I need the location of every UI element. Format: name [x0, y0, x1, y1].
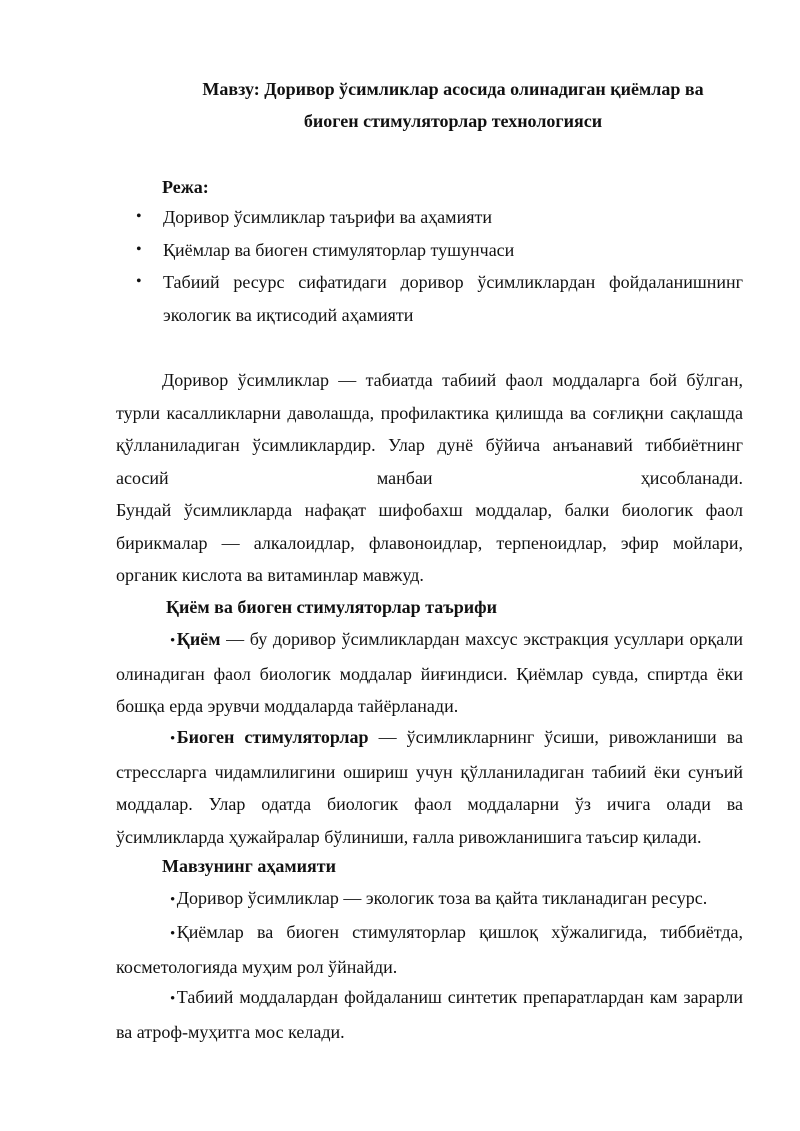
bullet-icon: •	[136, 240, 142, 258]
plan-heading: Режа:	[162, 177, 209, 197]
bullet-icon: •	[170, 991, 176, 1007]
importance-item: • Доривор ўсимликлар — экологик тоза ва қайта тикланадиган ресурс.	[170, 888, 708, 908]
definition-biogenic	[116, 721, 743, 853]
intro-paragraph-continued: Бундай ўсимликларда нафақат шифобахш моддалар, балки биологик фаол бирикмалар — алкалоидлар, флавоноидлар, терпеноидлар, эфир мойлари, органик кислота ва витаминлар мавжуд.	[116, 500, 743, 585]
title-line-1: Мавзу: Доривор ўсимликлар асосида олинадиган қиёмлар ва	[202, 79, 704, 99]
plan-item: • Қиёмлар ва биоген стимуляторлар тушунчаси	[116, 234, 743, 267]
title-line-2: биоген стимуляторлар технологияси	[303, 111, 603, 131]
plan-item: • Табиий ресурс сифатидаги доривор ўсимликлардан фойдаланишнинг экологик ва иқтисодий аҳамияти	[116, 266, 743, 331]
bullet-icon: •	[136, 273, 142, 290]
bullet-icon: •	[170, 892, 176, 908]
importance-item: • Табиий моддалардан фойдаланиш синтетик препаратлардан кам зарарли ва атроф-муҳитга мос келади.	[116, 987, 743, 1042]
importance-item: • Қиёмлар ва биоген стимуляторлар қишлоқ хўжалигида, тиббиётда, косметологияда муҳим рол ўйнайди.	[116, 922, 743, 977]
intro-paragraph: Доривор ўсимликлар — табиатда табиий фаол моддаларга бой бўлган, турли касалликларни даволашда, профилактика қилишда ва соғлиқни сақлашда қўлланиладиган ўсимликлардир. Улар дунё бўйича анъанавий тиббиётнинг асосий манбаи ҳисобланади.	[116, 370, 743, 488]
bullet-icon: •	[170, 926, 176, 942]
definition-text: — ўсимликларнинг ўсиши, ривожланиши ва стрессларга чидамлилигини ошириш учун қўлланиладиган табиий ёки сунъий моддалар. Улар одатда биологик фаол моддаларни ўз ичига олади ва ўсимликларда ҳужайралар бўлиниши, ғалла ривожланишига таъсир қилади.	[116, 727, 743, 847]
bullet-icon: •	[170, 633, 176, 649]
plan-item: • Доривор ўсимликлар таърифи ва аҳамияти	[116, 201, 743, 234]
definition-term: Биоген стимуляторлар	[176, 727, 369, 747]
definition-text: — бу доривор ўсимликлардан махсус экстракция усуллари орқали олинадиган фаол биологик моддалар йиғиндиси. Қиёмлар сувда, спиртда ёки бошқа ерда эрувчи моддаларда тайёрланади.	[116, 629, 743, 716]
definition-kiyom	[116, 623, 743, 723]
definition-term: Қиём	[176, 629, 221, 649]
plan-list	[116, 201, 743, 331]
definitions-heading: Қиём ва биоген стимуляторлар таърифи	[166, 597, 497, 617]
document-title	[116, 73, 790, 137]
bullet-icon: •	[136, 208, 142, 225]
importance-heading: Мавзунинг аҳамияти	[162, 856, 336, 876]
bullet-icon: •	[170, 731, 176, 747]
